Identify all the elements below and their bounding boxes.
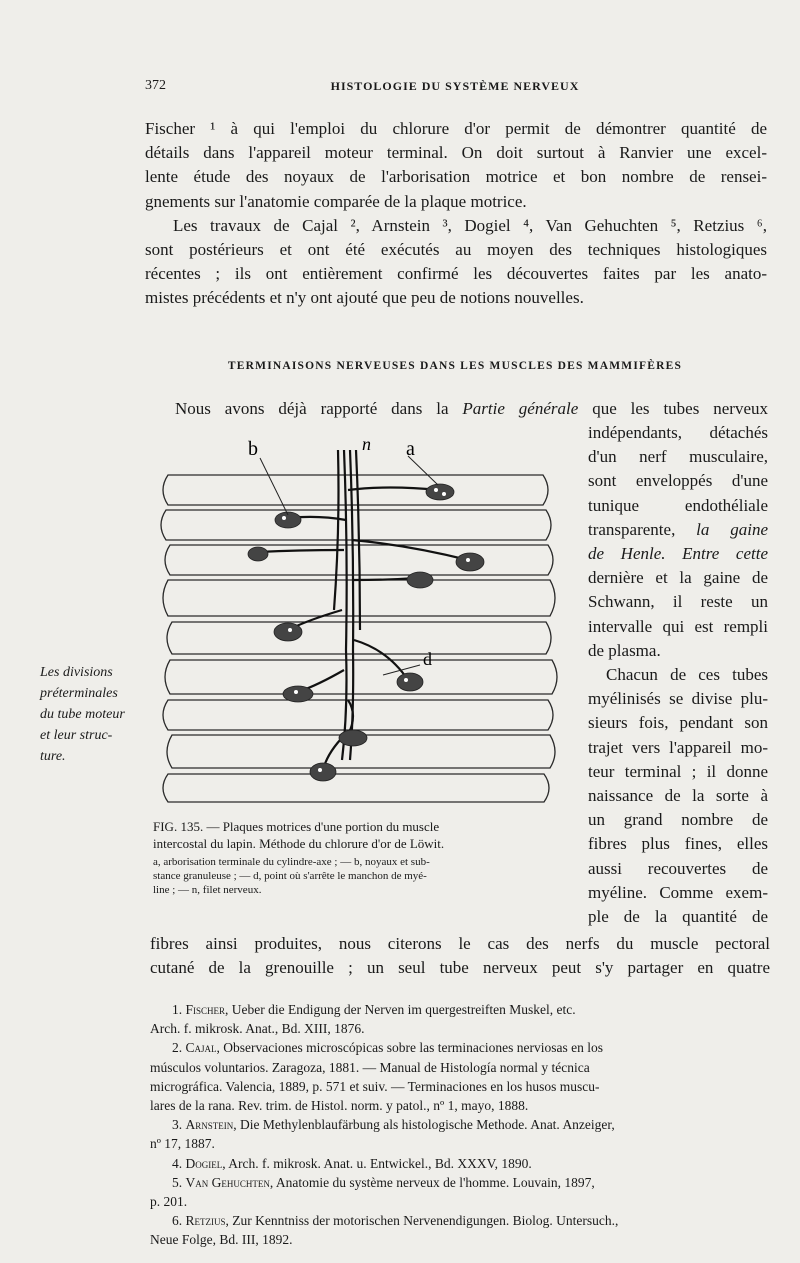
footnotes — [150, 1000, 775, 1250]
figure-label-b: b — [248, 438, 258, 460]
intro-paragraph — [145, 117, 767, 311]
footnote-number: 1. — [172, 1002, 183, 1017]
figure-caption — [153, 818, 568, 852]
text-line: sont postérieurs et ont été exécutés au moyen des techniques histologiques — [145, 240, 767, 260]
footnote-6 — [150, 1211, 775, 1230]
text-line: détails dans l'appareil moteur terminal. On doit surtout à Ranvier une excel- — [145, 143, 767, 163]
text-line: cutané de la grenouille ; un seul tube nerveux peut s'y partager en quatre — [150, 958, 770, 978]
footnote-text: , Observaciones microscópicas sobre las terminaciones nerviosas en los — [216, 1040, 604, 1056]
text-line: mistes précédents et n'y ont ajouté que peu de notions nouvelles. — [145, 288, 584, 308]
legend-line: line ; — n, filet nerveux. — [153, 884, 262, 896]
note-line: Les divisions — [40, 665, 113, 680]
text-line: myélinisés se divise plu- — [588, 689, 768, 709]
footnote-continuation: micrográfica. Valencia, 1889, p. 571 et suiv. — Terminaciones en los husos muscu- — [150, 1078, 600, 1094]
page-number: 372 — [145, 78, 166, 93]
footnote-5 — [150, 1173, 775, 1192]
footnote-text: , Zur Kenntniss der motorischen Nervenendigungen. Biolog. Untersuch., — [225, 1213, 619, 1229]
figure-motor-plates — [148, 430, 568, 810]
footnote-continuation: Arch. f. mikrosk. Anat., Bd. XIII, 1876. — [150, 1021, 365, 1037]
footnote-text: , Arch. f. mikrosk. Anat. u. Entwickel., Bd. XXXV, 1890. — [222, 1155, 532, 1171]
running-title: HISTOLOGIE DU SYSTÈME NERVEUX — [330, 79, 580, 93]
text-line: sont enveloppés d'une — [588, 471, 768, 491]
footnote-number: 6. — [172, 1213, 183, 1229]
text-line — [588, 518, 768, 542]
text-fragment: de Henle. Entre cette — [588, 544, 768, 564]
text-line: récentes ; ils ont entièrement confirmé les découvertes faites par les anato- — [145, 264, 767, 284]
text-line: sieurs fois, pendant son — [588, 713, 768, 733]
text-line: fibres ainsi produites, nous citerons le cas des nerfs du muscle pectoral — [150, 934, 770, 953]
text-line: un grand nombre de — [588, 810, 768, 830]
text-line: lente étude des noyaux de l'arborisation motrice et bon nombre de rensei- — [145, 167, 767, 187]
text-line — [588, 542, 768, 566]
note-line: du tube moteur — [40, 707, 125, 722]
footnote-number: 4. — [172, 1155, 183, 1171]
page-header — [145, 78, 765, 98]
footnote-4 — [150, 1154, 775, 1173]
italic-term: la gaine — [696, 519, 768, 539]
footnote-continuation: músculos voluntarios. Zaragoza, 1881. — Manual de Histología normal y técnica — [150, 1059, 590, 1075]
text-line: teur terminal ; il donne — [588, 761, 768, 781]
footnote-text: , Die Methylenblaufärbung als histologische Methode. Anat. Anzeiger, — [233, 1117, 615, 1133]
footnote-author: Retzius — [185, 1213, 226, 1229]
text-line: d'un nerf musculaire, — [588, 447, 768, 467]
figure-legend — [153, 855, 568, 897]
body-continuation — [150, 932, 770, 980]
text-line: myéline. Comme exem- — [588, 882, 768, 902]
footnote-1 — [150, 1000, 775, 1019]
text-line: aussi recouvertes de — [588, 858, 768, 878]
marginal-note — [40, 662, 140, 767]
footnote-number: 2. — [172, 1040, 183, 1056]
footnote-continuation: Neue Folge, Bd. III, 1892. — [150, 1232, 293, 1248]
figure-label-d: d — [423, 649, 432, 669]
footnote-continuation: p. 201. — [150, 1194, 188, 1210]
text-line: naissance de la sorte à — [588, 786, 768, 806]
text-line: de plasma. — [588, 640, 661, 660]
footnote-author: Cajal — [185, 1040, 217, 1056]
text-line: Fischer ¹ à qui l'emploi du chlorure d'or permit de démontrer quantité de — [145, 119, 767, 138]
text-line: ple de la quantité de — [588, 907, 768, 927]
note-line: et leur struc- — [40, 728, 113, 743]
footnote-author: Fischer — [185, 1002, 226, 1017]
figure-label-n: n — [362, 434, 371, 454]
text-line: trajet vers l'appareil mo- — [588, 737, 768, 757]
footnote-author: Arnstein — [185, 1117, 234, 1133]
text-line: Schwann, il reste un — [588, 592, 768, 612]
footnote-text: , Anatomie du système nerveux de l'homme. Louvain, 1897, — [269, 1174, 595, 1190]
footnote-3 — [150, 1115, 775, 1134]
text-line: indépendants, détachés — [588, 423, 768, 442]
footnote-continuation: lares de la rana. Rev. trim. de Histol. norm. y patol., nº 1, mayo, 1888. — [150, 1098, 529, 1114]
text-fragment: transparente, — [588, 519, 676, 539]
note-line: ture. — [40, 749, 66, 764]
italic-term: Partie générale — [462, 399, 579, 418]
text-fragment: Nous avons déjà rapporté dans la — [175, 399, 463, 418]
legend-line: a, arborisation terminale du cylindre-axe ; — b, noyaux et sub- — [153, 856, 430, 868]
text-line: gnements sur l'anatomie comparée de la plaque motrice. — [145, 191, 527, 211]
text-line: Chacun de ces tubes — [606, 665, 768, 685]
text-line: dernière et la gaine de — [588, 568, 768, 588]
caption-line: FIG. 135. — Plaques motrices d'une portion du muscle — [153, 819, 440, 834]
legend-line: stance granuleuse ; — d, point où s'arrête le manchon de myé- — [153, 870, 427, 882]
body-first-line — [175, 397, 768, 421]
text-line: Les travaux de Cajal ², Arnstein ³, Dogiel ⁴, Van Gehuchten ⁵, Retzius ⁶, — [173, 215, 767, 235]
footnote-author: Van Gehuchten — [185, 1174, 270, 1190]
footnote-text: , Ueber die Endigung der Nerven im quergestreiften Muskel, etc. — [225, 1002, 576, 1017]
footnote-number: 5. — [172, 1174, 183, 1190]
text-fragment: que les tubes nerveux — [578, 399, 769, 418]
footnote-number: 3. — [172, 1117, 183, 1133]
text-line: intervalle qui est rempli — [588, 616, 768, 636]
text-line: fibres plus fines, elles — [588, 834, 768, 854]
text-line — [175, 397, 768, 421]
footnote-continuation: nº 17, 1887. — [150, 1136, 215, 1152]
figure-label-a: a — [406, 438, 415, 460]
note-line: préterminales — [40, 686, 118, 701]
footnote-2 — [150, 1038, 775, 1057]
caption-line: intercostal du lapin. Méthode du chlorure d'or de Löwit. — [153, 836, 445, 851]
right-column-text — [588, 421, 768, 929]
footnote-author: Dogiel — [185, 1155, 223, 1171]
text-line: tunique endothéliale — [588, 495, 768, 515]
section-title: TERMINAISONS NERVEUSES DANS LES MUSCLES DES MAMMIFÈRES — [227, 360, 683, 372]
